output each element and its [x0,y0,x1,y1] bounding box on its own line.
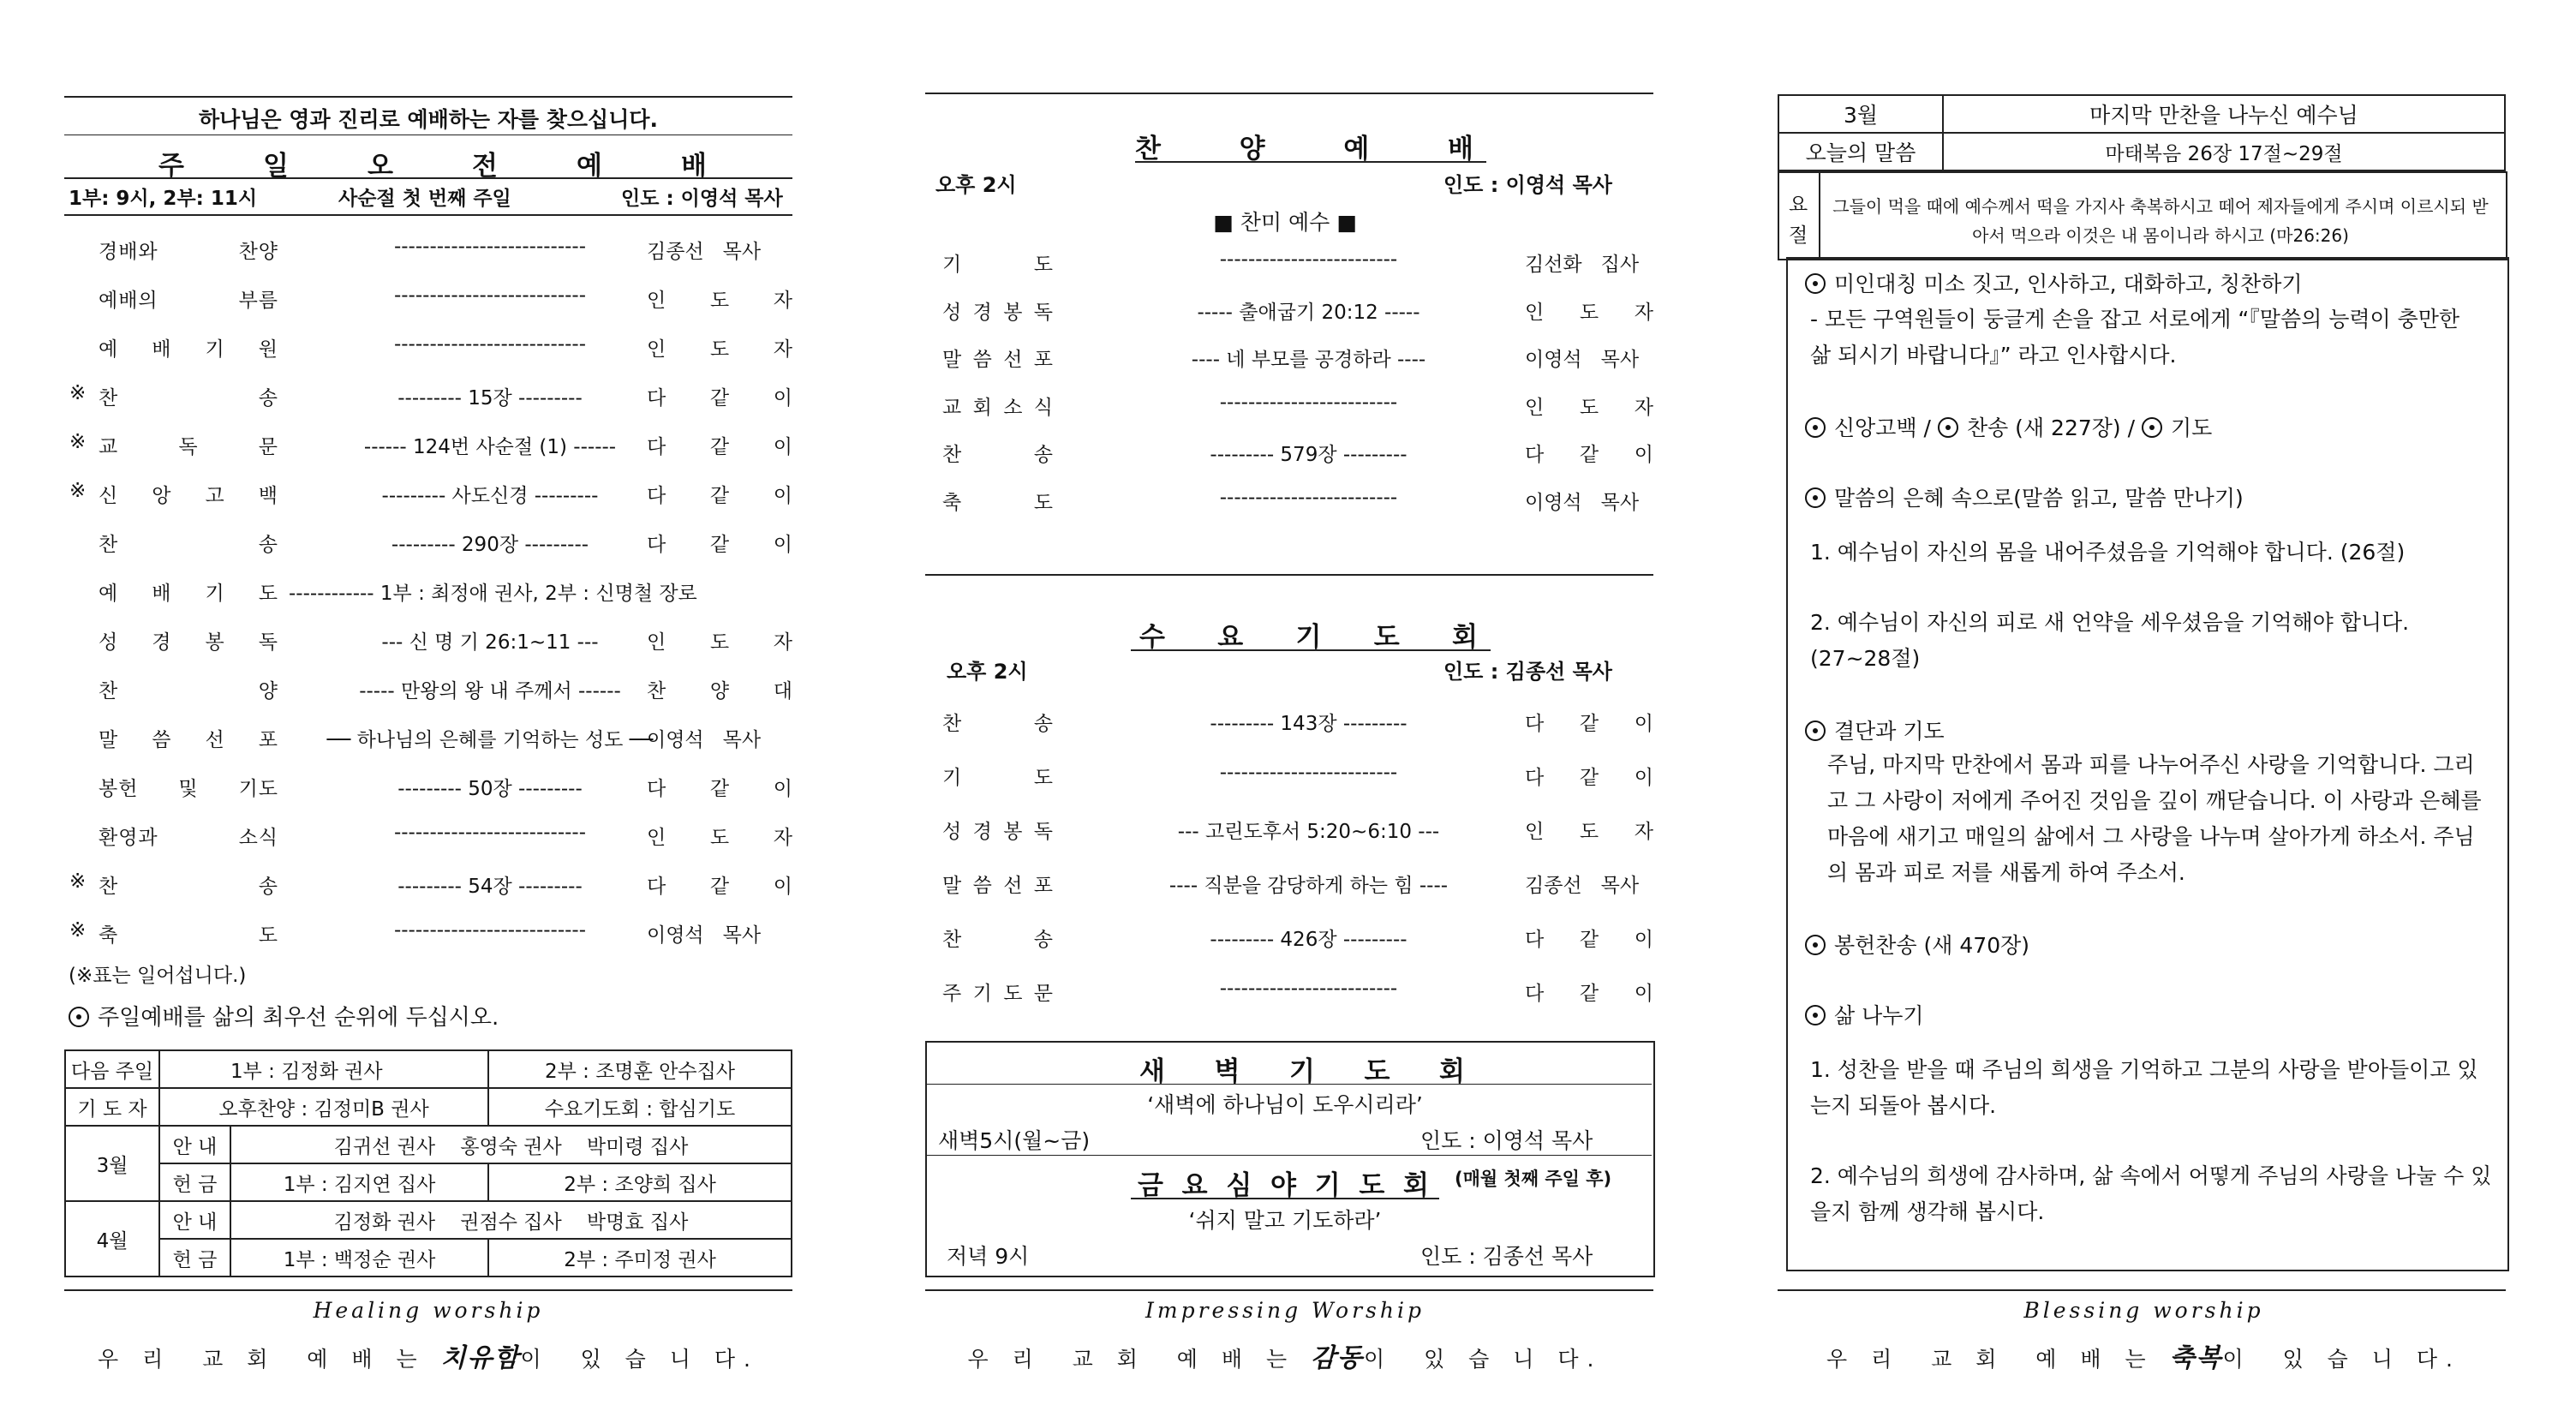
order-person: 다 같 이 [1525,983,1653,1005]
title-underline [1131,649,1491,651]
order-detail: --------- 426장 --------- [1210,929,1408,951]
title-char: 예 [577,151,602,182]
section-text: 삶 나누기 [1834,1003,1924,1028]
section-3-q1: 1. 예수님이 자신의 몸을 내어주셨음을 기억해야 합니다. (26절) [1810,540,2406,565]
order-label: 축 도 [942,491,1054,514]
section-3-title [1805,481,2244,512]
order-detail: ------------------------- [1219,391,1398,414]
order-person: 이영석 목사 [1525,491,1640,514]
section-text: 찬송 (새 227장) / [1966,416,2136,440]
order-label: 환영과 소식 [99,827,278,849]
april-offering-2: 2부 : 주미정 권사 [488,1239,792,1277]
dawn-verse: ‘새벽에 하나님이 도우시리라’ [1147,1092,1423,1117]
order-label: 경배와 찬양 [99,241,278,263]
order-person: 인 도 자 [1525,396,1653,419]
title-char: 찬 [1135,134,1161,164]
title-char: 도 [1373,622,1400,653]
motto-post: 이 있 습 니 다. [2222,1347,2461,1372]
order-detail: ---- 직분을 감당하게 하는 힘 ---- [1168,875,1449,897]
title-char: 양 [1239,134,1265,164]
title-char: 요 [1181,1170,1208,1201]
service-leader: 인도 : 이영석 목사 [621,188,783,210]
section-rule [925,574,1653,576]
order-row [942,978,1653,1020]
section-1-body: - 모든 구역원들이 둥글게 손을 잡고 서로에게 “『말씀의 능력이 충만한 삶 되시기 바랍니다』” 라고 인사합시다. [1810,307,2460,368]
title-char: 회 [1403,1170,1429,1201]
order-detail: --------- 290장 --------- [391,534,589,556]
order-detail: ── 하나님의 은혜를 기억하는 성도 ── [326,729,654,751]
footer-rule [925,1289,1653,1291]
order-label: 찬 송 [99,534,278,556]
motto-pre: 우 리 교 회 예 배 는 [1826,1347,2170,1372]
order-row [64,529,792,571]
title-char: 벽 [1214,1056,1240,1087]
order-row [64,480,792,523]
order-person: 인 도 자 [647,827,792,849]
order-row [942,296,1653,339]
order-person: 인 도 자 [647,338,792,361]
circle-dot-icon [1938,417,1958,438]
order-person: 다 같 이 [1525,713,1653,735]
order-detail: --------- 54장 --------- [397,876,583,898]
order-label: 말 씀 선 포 [942,349,1054,371]
prayer-schedule-table [64,1049,792,1277]
stand-mark: ※ [69,480,87,502]
circle-dot-icon [1805,417,1826,438]
order-person: 다 같 이 [1525,929,1653,951]
study-passage: 마태복음 26장 17절~29절 [1943,133,2505,170]
order-detail: --- 신 명 기 26:1~11 --- [381,631,599,654]
section-text: 봉헌찬송 (새 470장) [1834,933,2030,958]
motto-bold: 감동 [1311,1343,1365,1373]
order-row [942,392,1653,434]
footer-script: Healing worship [313,1298,544,1323]
order-detail: ------ 124번 사순절 (1) ------ [363,436,617,458]
circle-dot-icon [1805,935,1826,955]
order-row [64,236,792,278]
title-char: 심 [1226,1170,1252,1201]
dawn-title [1139,1049,1465,1088]
footer-rule [1778,1289,2506,1291]
order-row [64,724,792,767]
title-char: 기 [1289,1056,1315,1087]
order-person: 다 같 이 [1525,444,1653,466]
footer-script: Impressing Worship [1145,1298,1425,1323]
prayer-1: 1부 : 김정화 권사 [230,1050,488,1088]
info-rule [64,214,792,216]
section-text: 말씀의 은혜 속으로(말씀 읽고, 말씀 만나기) [1834,486,2244,511]
motto-bold: 축복 [2169,1343,2223,1373]
title-underline [1135,161,1486,163]
order-label: 찬 송 [99,387,278,410]
wednesday-time: 오후 2시 [947,660,1028,684]
study-header-table [1778,94,2506,171]
order-row [942,762,1653,804]
order-detail: --------- 143장 --------- [1210,713,1408,735]
service-times: 1부: 9시, 2부: 11시 [69,188,258,210]
section-4-title [1805,714,1945,745]
section-text: 신앙고백 / [1834,416,1931,440]
order-label: 교 회 소 식 [942,396,1054,419]
order-row [942,439,1653,481]
cell [159,1050,230,1088]
order-detail: --------------------------- [393,822,587,844]
circle-dot-icon [69,1007,89,1027]
march-offering-2: 2부 : 조양희 집사 [488,1163,792,1201]
prayer-label: 기 도 자 [65,1088,159,1126]
order-row [942,924,1653,966]
stand-mark: ※ [69,919,87,942]
order-row [942,708,1653,750]
order-label: 기 도 [942,767,1054,789]
order-label: 축 도 [99,924,278,947]
circle-dot-icon [1805,720,1826,741]
today-word-label: 오늘의 말씀 [1778,133,1943,170]
order-person: 김종선 목사 [647,241,762,263]
order-label: 찬 양 [99,680,278,703]
title-char: 새 [1139,1056,1165,1087]
order-detail: --------- 사도신경 --------- [381,485,599,507]
order-row [942,248,1653,291]
order-label: 성 경 봉 독 [942,821,1054,843]
order-label: 봉헌 및 기도 [99,778,278,800]
footer-motto [917,1336,1653,1374]
april-ushers: 김정화 권사 권점수 집사 박명효 집사 [230,1201,792,1239]
section-2-title [1805,411,2212,442]
sunday-service-column [64,0,792,1423]
order-label: 찬 송 [942,444,1054,466]
dawn-rule [927,1084,1652,1085]
section-5-title [1805,929,2029,960]
april-label: 4월 [65,1201,159,1277]
order-label: 기 도 [942,254,1054,276]
order-detail: ------------------------- [1219,248,1398,271]
order-detail: ------------------------- [1219,486,1398,509]
order-label: 신 앙 고 백 [99,485,278,507]
title-char: 요 [1217,622,1244,653]
order-detail: ---- 네 부모를 공경하라 ---- [1191,349,1426,371]
footer-motto [1778,1336,2510,1374]
order-detail: ------------------------- [1219,978,1398,1000]
order-row [942,870,1653,912]
order-row [64,382,792,425]
section-4-body: 주님, 마지막 만찬에서 몸과 피를 나누어주신 사랑을 기억합니다. 그리고 그 사랑이 저에게 주어진 것임을 깊이 깨닫습니다. 이 사랑과 은혜를 마음에 새기고 매일의 삶에서 그 사랑을 나누며 살아가게 하소서. 주님의 몸과 피로 저를 새롭게 하여 주소서. [1827,752,2482,885]
march-ushers: 김귀선 권사 홍영숙 권사 박미령 집사 [230,1126,792,1163]
order-row [64,284,792,327]
title-char: 금 [1138,1170,1163,1201]
order-label: 주 기 도 문 [942,983,1054,1005]
order-label: 성 경 봉 독 [99,631,278,654]
next-sunday-label: 다음 주일 [65,1050,159,1088]
offering-label: 헌 금 [159,1163,230,1201]
weekday-services-column [917,0,1653,1423]
priority-line [69,1000,499,1031]
order-detail: --------- 579장 --------- [1210,444,1408,466]
wednesday-title [1139,615,1478,654]
order-label: 말 씀 선 포 [942,875,1054,897]
standing-note: (※표는 일어섭니다.) [69,965,247,987]
circle-dot-icon [1805,1005,1826,1025]
order-row [64,870,792,913]
service-week: 사순절 첫 번째 주일 [338,188,511,210]
usher-label: 안 내 [159,1201,230,1239]
order-person: 다 같 이 [647,436,792,458]
friday-title [1138,1163,1429,1202]
order-person: 인 도 자 [647,631,792,654]
section-1-title [1805,267,2303,298]
motto-pre: 우 리 교 회 예 배 는 [98,1347,441,1372]
praise-leader: 인도 : 이영석 목사 [1443,173,1612,197]
order-row [64,822,792,864]
dawn-leader: 인도 : 이영석 목사 [1420,1128,1593,1153]
section-6-q1: 1. 성찬을 받을 때 주님의 희생을 기억하고 그분의 사랑을 받아들이고 있는지 되돌아 봅시다. [1810,1057,2478,1118]
friday-verse: ‘쉬지 말고 기도하라’ [1188,1208,1382,1233]
footer-motto [64,1336,792,1374]
order-row [64,773,792,816]
key-verse: 그들이 먹을 때에 예수께서 떡을 가지사 축복하시고 떼어 제자들에게 주시며 이르시되 받아서 먹으라 이것은 내 몸이니라 하시고 (마26:26) [1832,196,2489,246]
wednesday-leader: 인도 : 김종선 목사 [1443,660,1612,684]
order-person: 다 같 이 [647,534,792,556]
title-char: 회 [1439,1056,1465,1087]
footer-rule [64,1289,792,1291]
stand-mark: ※ [69,382,87,404]
priority-text: 주일예배를 삶의 최우선 순위에 두십시오. [98,1005,499,1031]
title-char: 주 [158,151,184,182]
order-person: 김선화 집사 [1525,254,1640,276]
title-char: 도 [1364,1056,1390,1087]
stand-mark: ※ [69,431,87,453]
dawn-time: 새벽5시(월~금) [938,1128,1091,1153]
order-person: 이영석 목사 [1525,349,1640,371]
footer-script: Blessing worship [2023,1298,2264,1323]
friday-time: 저녁 9시 [947,1244,1030,1269]
title-char: 기 [1314,1170,1341,1201]
usher-label: 안 내 [159,1126,230,1163]
yojeol-2: 절 [1789,224,1808,247]
section-6-q2: 2. 예수님의 희생에 감사하며, 삶 속에서 어떻게 주님의 사랑을 나눌 수 있을지 함께 생각해 봅시다. [1810,1163,2492,1224]
title-char: 배 [1448,134,1473,164]
title-char: 오 [368,151,393,182]
april-offering-1: 1부 : 백정순 권사 [230,1239,488,1277]
order-person: 다 같 이 [647,485,792,507]
title-char: 회 [1452,622,1478,653]
order-person: 인 도 자 [647,290,792,312]
title-char: 기 [1295,622,1322,653]
order-detail: ------------------------- [1219,762,1398,784]
motto-post: 이 있 습 니 다. [520,1347,759,1372]
prayer-2: 2부 : 조명훈 안수집사 [488,1050,792,1088]
order-detail: --------------------------- [393,919,587,942]
title-rule [64,177,792,179]
offering-label: 헌 금 [159,1239,230,1277]
order-label: 예 배 기 도 [99,583,278,605]
march-label: 3월 [65,1126,159,1201]
order-row [64,919,792,962]
order-label: 예 배 기 원 [99,338,278,361]
title-char: 수 [1139,622,1165,653]
title-char: 전 [472,151,498,182]
order-person: 이영석 목사 [647,924,762,947]
order-person: 인 도 자 [1525,301,1653,324]
order-person: 다 같 이 [647,387,792,410]
yojeol-1: 요 [1789,194,1808,216]
order-detail: --------- 15장 --------- [397,387,583,410]
study-title: 마지막 만찬을 나누신 예수님 [1943,95,2505,133]
section-3-q2: 2. 예수님이 자신의 피로 새 언약을 세우셨음을 기억해야 합니다. (27~28절) [1810,610,2410,671]
title-char: 도 [1359,1170,1385,1201]
order-row [64,431,792,474]
motto-pre: 우 리 교 회 예 배 는 [967,1347,1312,1372]
top-rule [925,93,1653,94]
section-6-title [1805,999,1924,1030]
order-detail: ------------ 1부 : 최정애 권사, 2부 : 신명철 장로 [289,583,697,605]
order-label: 성 경 봉 독 [942,301,1054,324]
title-underline [1131,1198,1439,1199]
order-person: 다 같 이 [647,876,792,898]
motto-bold: 치유함 [440,1343,521,1373]
top-rule [64,96,792,98]
prayer-4: 수요기도회 : 합심기도 [488,1088,792,1126]
order-detail: --- 고린도후서 5:20~6:10 --- [1177,821,1440,843]
order-person: 인 도 자 [1525,821,1653,843]
order-row [64,626,792,669]
motto-post: 이 있 습 니 다. [1364,1347,1603,1372]
title-char: 예 [1343,134,1370,164]
circle-dot-icon [1805,487,1826,508]
title-char: 야 [1270,1170,1296,1201]
friday-sub: (매월 첫째 주일 후) [1455,1169,1612,1189]
study-month: 3월 [1778,95,1943,133]
march-offering-1: 1부 : 김지연 집사 [230,1163,488,1201]
prayer-3: 오후찬양 : 김정미B 권사 [159,1088,488,1126]
sunday-heading: 하나님은 영과 진리로 예배하는 자를 찾으십니다. [198,107,659,132]
order-row [64,577,792,620]
praise-service-title [1135,127,1473,165]
cell-group-study-column [1778,0,2510,1423]
order-label: 말 씀 선 포 [99,729,278,751]
order-detail: --------- 50장 --------- [397,778,583,800]
circle-dot-icon [2142,417,2162,438]
order-label: 찬 송 [942,929,1054,951]
order-detail: --------------------------- [393,333,587,356]
circle-dot-icon [1805,273,1826,294]
order-label: 예배의 부름 [99,290,278,312]
order-person: 이영석 목사 [647,729,762,751]
section-text: 미인대칭 미소 짓고, 인사하고, 대화하고, 칭찬하기 [1834,272,2303,296]
title-char: 배 [681,151,707,182]
order-person: 다 같 이 [1525,767,1653,789]
order-detail: --------------------------- [393,236,587,258]
order-detail: --------------------------- [393,284,587,307]
title-char: 일 [263,151,289,182]
section-text: 기도 [2170,416,2213,440]
friday-leader: 인도 : 김종선 목사 [1420,1244,1593,1269]
order-detail: ----- 출애굽기 20:12 ----- [1197,301,1420,324]
dawn-bottom-rule [927,1155,1652,1156]
order-person: 다 같 이 [647,778,792,800]
order-row [942,816,1653,858]
order-row [942,344,1653,386]
praise-theme: ■ 찬미 예수 ■ [1213,210,1357,235]
order-person: 김종선 목사 [1525,875,1640,897]
stand-mark: ※ [69,870,87,893]
order-label: 교 독 문 [99,436,278,458]
order-person: 찬 양 대 [647,680,792,703]
order-row [64,675,792,718]
order-label: 찬 송 [99,876,278,898]
section-text: 결단과 기도 [1834,719,1945,744]
praise-time: 오후 2시 [935,173,1017,197]
order-row [64,333,792,376]
order-detail: ----- 만왕의 왕 내 주께서 ------ [359,680,621,703]
order-label: 찬 송 [942,713,1054,735]
order-row [942,487,1653,529]
